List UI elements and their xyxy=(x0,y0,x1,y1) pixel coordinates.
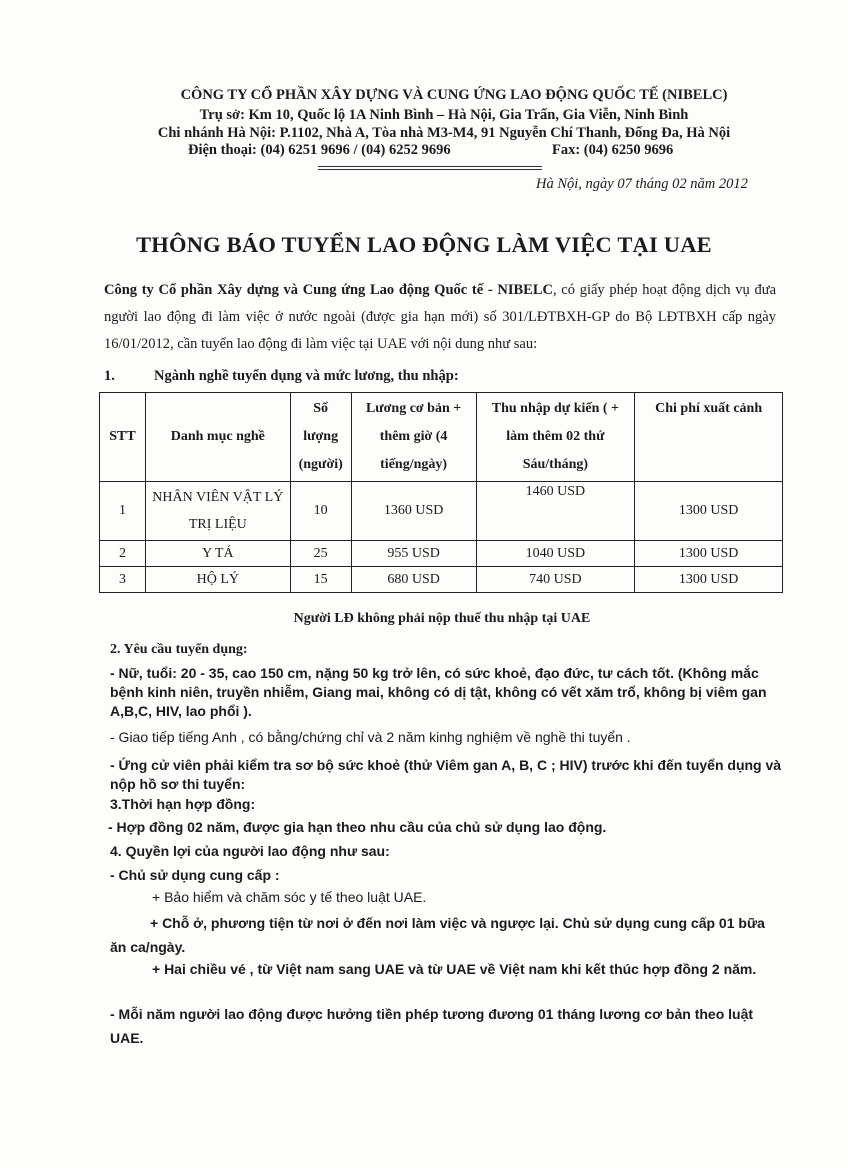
cell-income: 740 USD xyxy=(476,567,635,593)
cell-qty: 25 xyxy=(290,541,351,567)
section4-item-c: + Chỗ ở, phương tiện từ nơi ở đến nơi làm việc và ngược lại. Chủ sử dụng cung cấp 01 bữa ăn ca/ngày. xyxy=(110,915,765,955)
section1-heading xyxy=(104,368,459,385)
section2-item-a: - Nữ, tuổi: 20 - 35, cao 150 cm, nặng 50 kg trở lên, có sức khoẻ, đạo đức, tư cách tốt. (Không mắc bệnh kinh niên, truyền nhiễm, Giang mai, không có dị tật, không có vết xăm trổ, không bị viêm gan A,B,C, HIV, lao phổi ). xyxy=(110,665,767,719)
phone-line: Điện thoại: (04) 6251 9696 / (04) 6252 9696 xyxy=(188,142,451,158)
fax-line: Fax: (04) 6250 9696 xyxy=(552,142,674,158)
header-divider-top xyxy=(318,166,542,167)
intro-paragraph xyxy=(104,277,776,358)
table-row xyxy=(100,541,783,567)
cell-stt: 2 xyxy=(100,541,146,567)
cell-salary: 1360 USD xyxy=(351,482,476,541)
header-income: Thu nhập dự kiến ( + làm thêm 02 thứ Sáu/tháng) xyxy=(476,393,635,482)
cell-income: 1040 USD xyxy=(476,541,635,567)
cell-job: HỘ LÝ xyxy=(145,567,290,593)
section4-item-d: + Hai chiều vé , từ Việt nam sang UAE và từ UAE về Việt nam khi kết thúc hợp đồng 2 năm. xyxy=(152,961,757,977)
section2-item-b: - Giao tiếp tiếng Anh , có bằng/chứng chỉ và 2 năm kinhg nghiệm về nghề thi tuyển . xyxy=(110,729,631,745)
cell-cost: 1300 USD xyxy=(635,541,783,567)
table-row xyxy=(100,567,783,593)
cell-salary: 680 USD xyxy=(351,567,476,593)
head-office-address: Trụ sở: Km 10, Quốc lộ 1A Ninh Bình – Hà Nội, Gia Trấn, Gia Viễn, Ninh Bình xyxy=(199,107,689,123)
section1-title: Ngành nghề tuyển dụng và mức lương, thu nhập: xyxy=(154,368,459,384)
section4-item-a: - Chủ sử dụng cung cấp : xyxy=(110,867,280,883)
cell-qty: 15 xyxy=(290,567,351,593)
date-line: Hà Nội, ngày 07 tháng 02 năm 2012 xyxy=(536,176,748,192)
header-stt: STT xyxy=(100,393,146,482)
cell-qty: 10 xyxy=(290,482,351,541)
section4-heading: 4. Quyền lợi của người lao động như sau: xyxy=(110,843,390,859)
section4-item-e: - Mỗi năm người lao động được hưởng tiền phép tương đương 01 tháng lương cơ bản theo luật UAE. xyxy=(110,1006,754,1046)
section4-item-b: + Bảo hiểm và chăm sóc y tế theo luật UAE. xyxy=(152,889,427,905)
intro-company-name: Công ty Cổ phần Xây dựng và Cung ứng Lao động Quốc tế - NIBELC xyxy=(104,282,553,298)
cell-income: 1460 USD xyxy=(476,482,635,541)
cell-stt: 1 xyxy=(100,482,146,541)
section3-heading: 3.Thời hạn hợp đồng: xyxy=(110,796,256,812)
cell-salary: 955 USD xyxy=(351,541,476,567)
tax-note: Người LĐ không phải nộp thuế thu nhập tại UAE xyxy=(293,611,591,626)
jobs-table xyxy=(99,392,783,593)
company-name: CÔNG TY CỔ PHẦN XÂY DỰNG VÀ CUNG ỨNG LAO ĐỘNG QUỐC TẾ (NIBELC) xyxy=(180,87,728,103)
intro-text: , có giấy phép hoạt động dịch vụ đưa người lao động đi làm việc ở nước ngoài (được gia hạn mới) số 301/LĐTBXH-GP do Bộ LĐTBXH cấp ngày 16/01/2012, cần tuyển lao động đi làm việc tại UAE với nội dung như sau: xyxy=(104,282,776,352)
header-divider-bottom xyxy=(318,169,542,170)
section2-heading: 2. Yêu cầu tuyển dụng: xyxy=(110,642,248,657)
section3-item-a: - Hợp đồng 02 năm, được gia hạn theo nhu cầu của chủ sử dụng lao động. xyxy=(108,819,607,835)
header-qty: Số lượng (người) xyxy=(290,393,351,482)
branch-address: Chi nhánh Hà Nội: P.1102, Nhà A, Tòa nhà M3-M4, 91 Nguyễn Chí Thanh, Đống Đa, Hà Nội xyxy=(157,125,731,141)
section1-number: 1. xyxy=(104,368,115,384)
cell-job: Y TÁ xyxy=(145,541,290,567)
document-title: THÔNG BÁO TUYỂN LAO ĐỘNG LÀM VIỆC TẠI UAE xyxy=(136,232,712,257)
table-row xyxy=(100,482,783,541)
cell-job: NHÂN VIÊN VẬT LÝ TRỊ LIỆU xyxy=(145,482,290,541)
cell-stt: 3 xyxy=(100,567,146,593)
header-job: Danh mục nghề xyxy=(145,393,290,482)
header-salary: Lương cơ bản + thêm giờ (4 tiếng/ngày) xyxy=(351,393,476,482)
cell-cost: 1300 USD xyxy=(635,482,783,541)
section2-item-c: - Ứng cử viên phải kiểm tra sơ bộ sức khoẻ (thử Viêm gan A, B, C ; HIV) trước khi đến tuyển dụng và nộp hồ sơ thi tuyển: xyxy=(110,757,782,792)
header-cost: Chi phí xuất cảnh xyxy=(635,393,783,482)
table-header-row xyxy=(100,393,783,482)
cell-cost: 1300 USD xyxy=(635,567,783,593)
